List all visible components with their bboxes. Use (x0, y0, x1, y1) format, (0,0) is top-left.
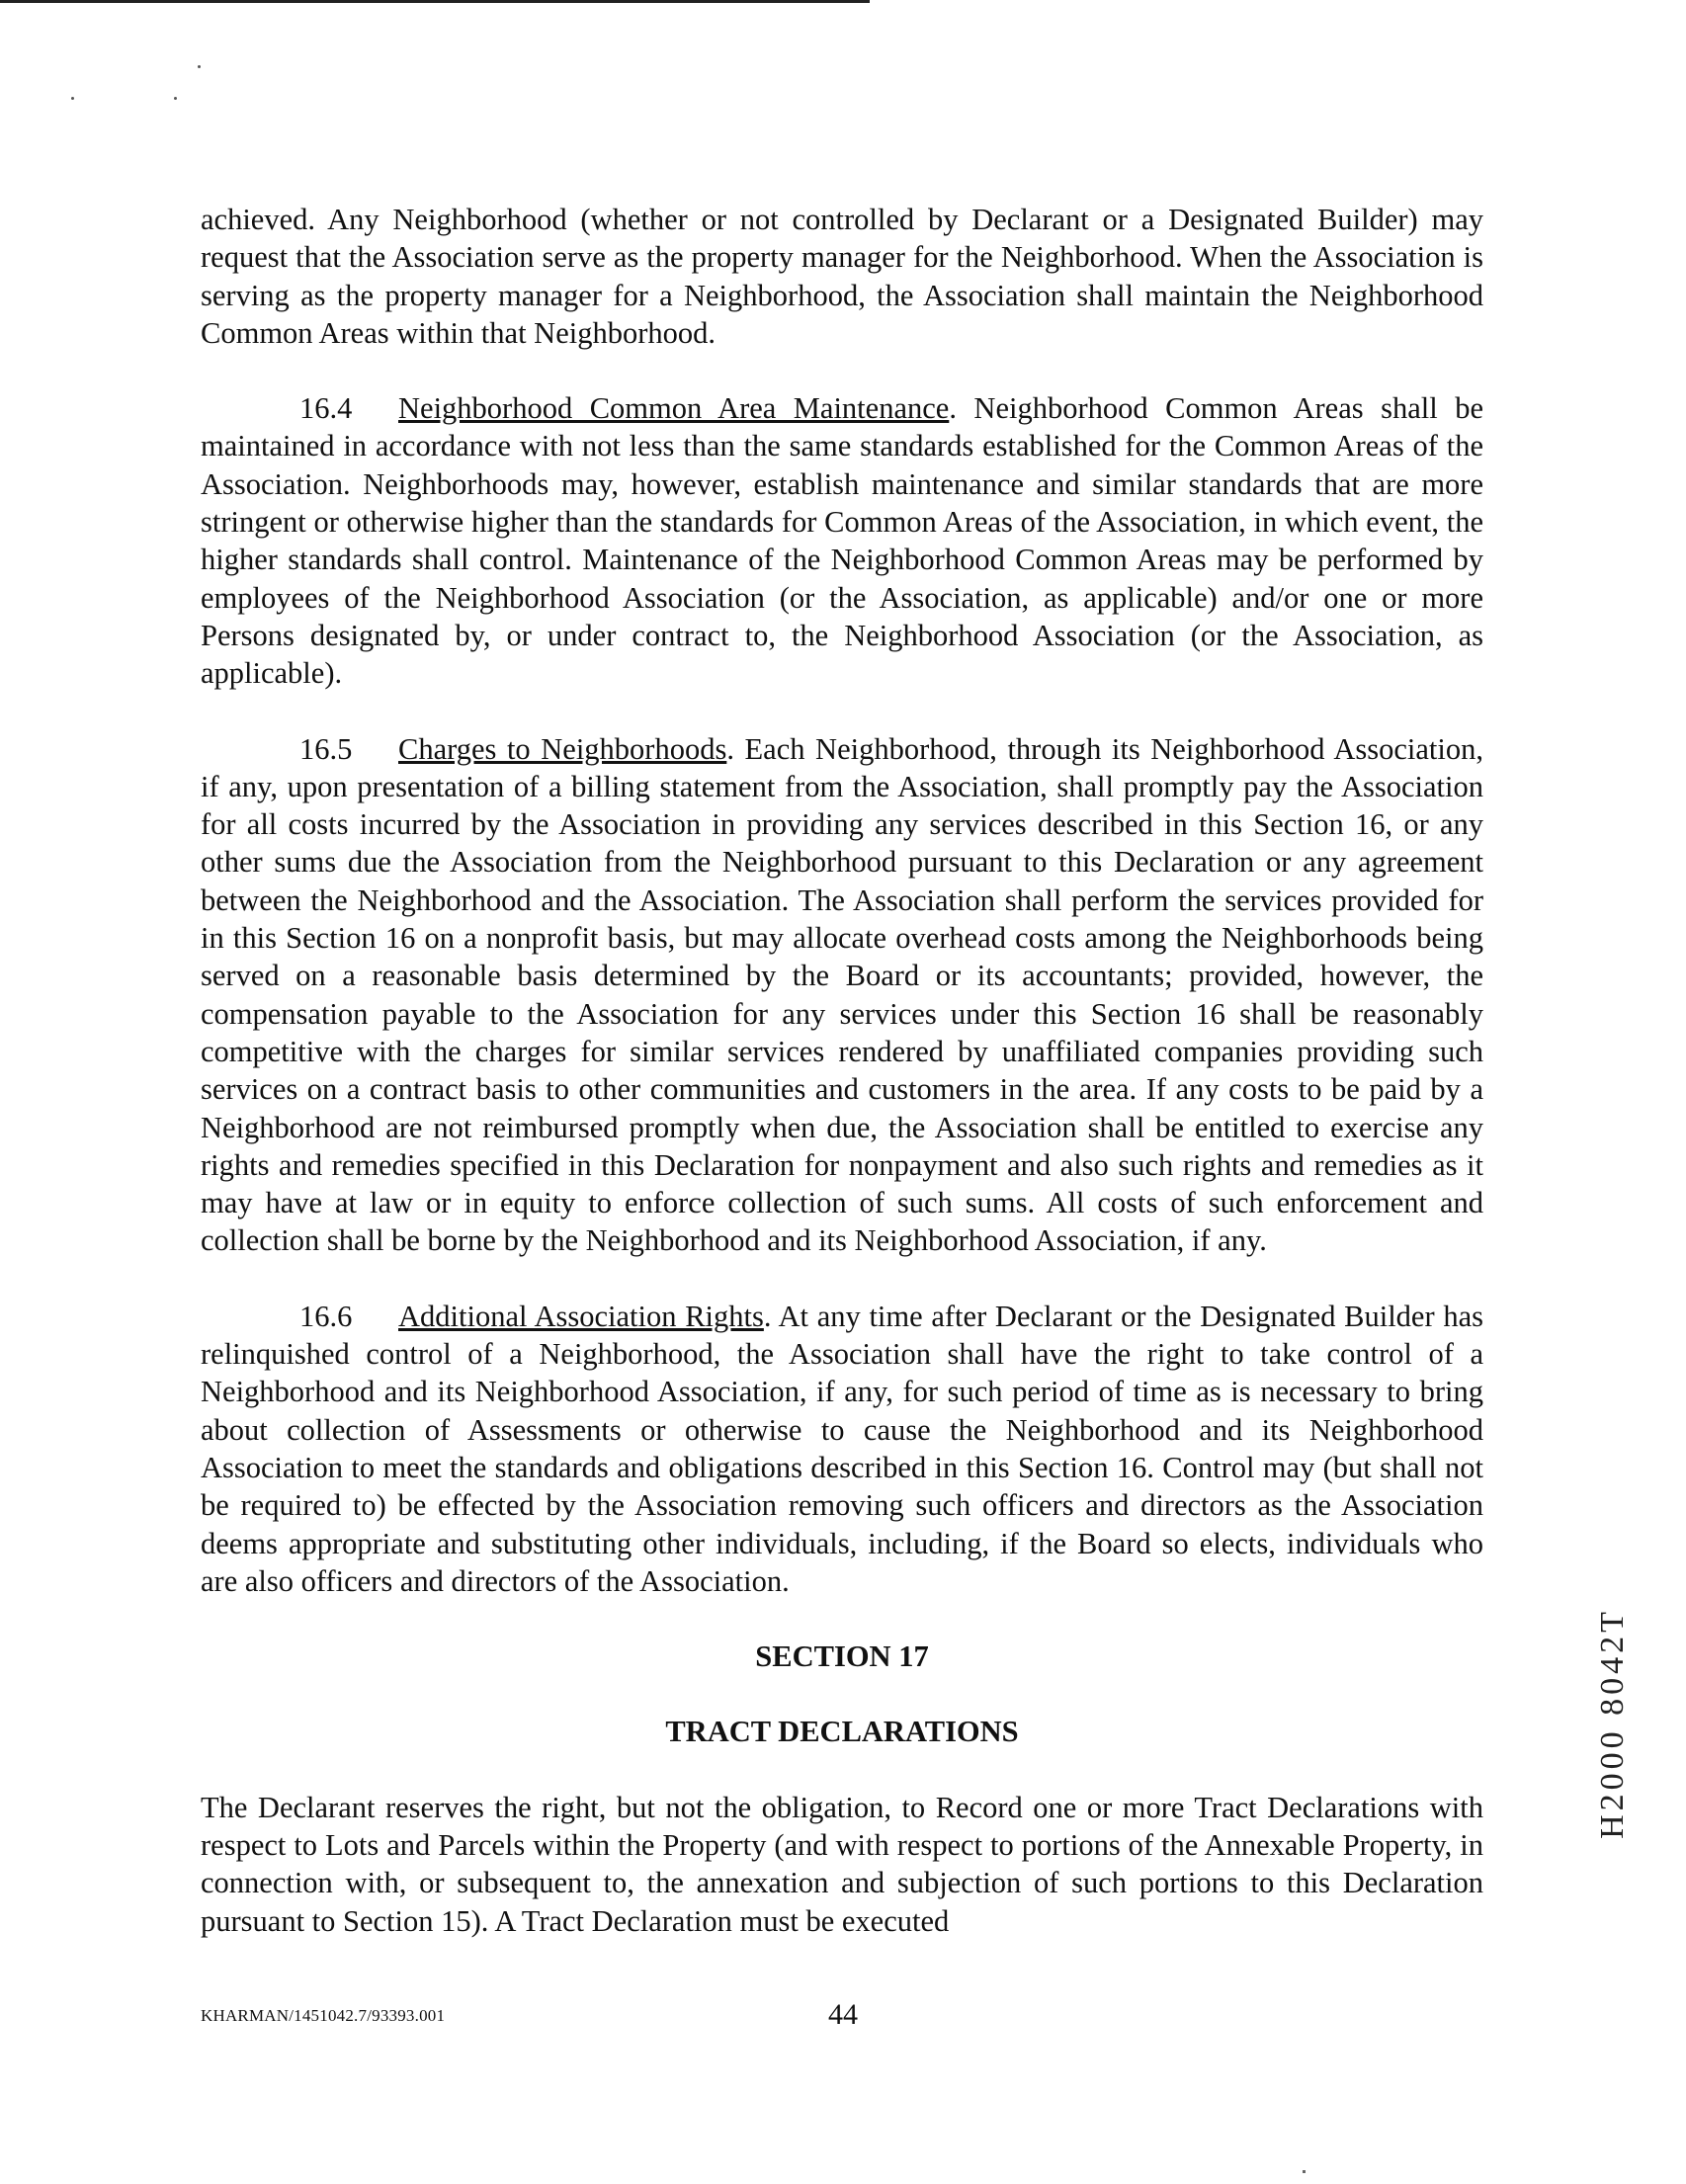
scan-speck (71, 97, 74, 100)
footer-document-id: KHARMAN/1451042.7/93393.001 (201, 2006, 446, 2025)
section-text: . Neighborhood Common Areas shall be maintained in accordance with not less than the same standards established for the Common Areas of the Association. Neighborhoods may, however, establish maintenance and similar standards that are more stringent or otherwise higher than the standards for Common Areas of the Association, in which event, the higher standards shall control. Maintenance of the Neighborhood Common Areas may be performed by employees of the Neighborhood Association (or the Association, as applicable) and/or one or more Persons designated by, or under contract to, the Neighborhood Association (or the Association, as applicable). (201, 391, 1483, 691)
bates-number: H2000 8042T (1594, 1608, 1632, 1839)
footer-page-number: 44 (828, 1998, 858, 2031)
document-body (201, 201, 1483, 1977)
bates-stamp (1593, 1589, 1633, 1858)
section-heading: Neighborhood Common Area Maintenance (398, 391, 950, 426)
section-16-6-paragraph (201, 1298, 1483, 1600)
section-16-4-paragraph (201, 389, 1483, 692)
section-heading: Additional Association Rights (398, 1299, 764, 1333)
section-17-label: SECTION 17 (755, 1639, 929, 1674)
section-17-paragraph: The Declarant reserves the right, but not the obligation, to Record one or more Tract Declarations with respect to Lots and Parcels within the Property (and with respect to portions of the Annexable Property, in connection with, or subsequent to, the annexation and subjection of such portions to this Declaration pursuant to Section 15). A Tract Declaration must be executed (201, 1790, 1483, 1938)
continuation-paragraph: achieved. Any Neighborhood (whether or not controlled by Declarant or a Designated Builder) may request that the Association serve as the property manager for the Neighborhood. When the Association is serving as the property manager for a Neighborhood, the Association shall maintain the Neighborhood Common Areas within that Neighborhood. (201, 203, 1483, 350)
section-number: 16.4 (299, 391, 353, 426)
scan-speck (174, 97, 177, 100)
top-scan-rule (0, 0, 870, 3)
section-heading: Charges to Neighborhoods (398, 731, 727, 766)
section-text: . Each Neighborhood, through its Neighborhood Association, if any, upon presentation of a billing statement from the Association, shall promptly pay the Association for all costs incurred by the Association in providing any services described in this Section 16, or any other sums due the Association from the Neighborhood pursuant to this Declaration or any agreement between the Neighborhood and the Association. The Association shall perform the services provided for in this Section 16 on a nonprofit basis, but may allocate overhead costs among the Neighborhoods being served on a reasonable basis determined by the Board or its accountants; provided, however, the compensation payable to the Association for any services under this Section 16 shall be reasonably competitive with the charges for similar services rendered by unaffiliated companies providing such services on a contract basis to other communities and customers in the area. If any costs to be paid by a Neighborhood are not reimbursed promptly when due, the Association shall be entitled to exercise any rights and remedies specified in this Declaration for nonpayment and also such rights and remedies as it may have at law or in equity to enforce collection of such sums. All costs of such enforcement and collection shall be borne by the Neighborhood and its Neighborhood Association, if any. (201, 731, 1483, 1258)
scan-speck (1303, 2170, 1306, 2173)
section-text: . At any time after Declarant or the Designated Builder has relinquished control of a Neighborhood, the Association shall have the right to take control of a Neighborhood and its Neighborhood Association, if any, for such period of time as is necessary to bring about collection of Assessments or otherwise to cause the Neighborhood and its Neighborhood Association to meet the standards and obligations described in this Section 16. Control may (but shall not be required to) be effected by the Association removing such officers and directors as the Association deems appropriate and substituting other individuals, including, if the Board so elects, individuals who are also officers and directors of the Association. (201, 1299, 1483, 1598)
section-17-title: TRACT DECLARATIONS (665, 1715, 1019, 1749)
section-number: 16.5 (299, 731, 353, 766)
section-number: 16.6 (299, 1299, 353, 1333)
section-16-5-paragraph (201, 730, 1483, 1260)
scan-speck (198, 65, 201, 68)
